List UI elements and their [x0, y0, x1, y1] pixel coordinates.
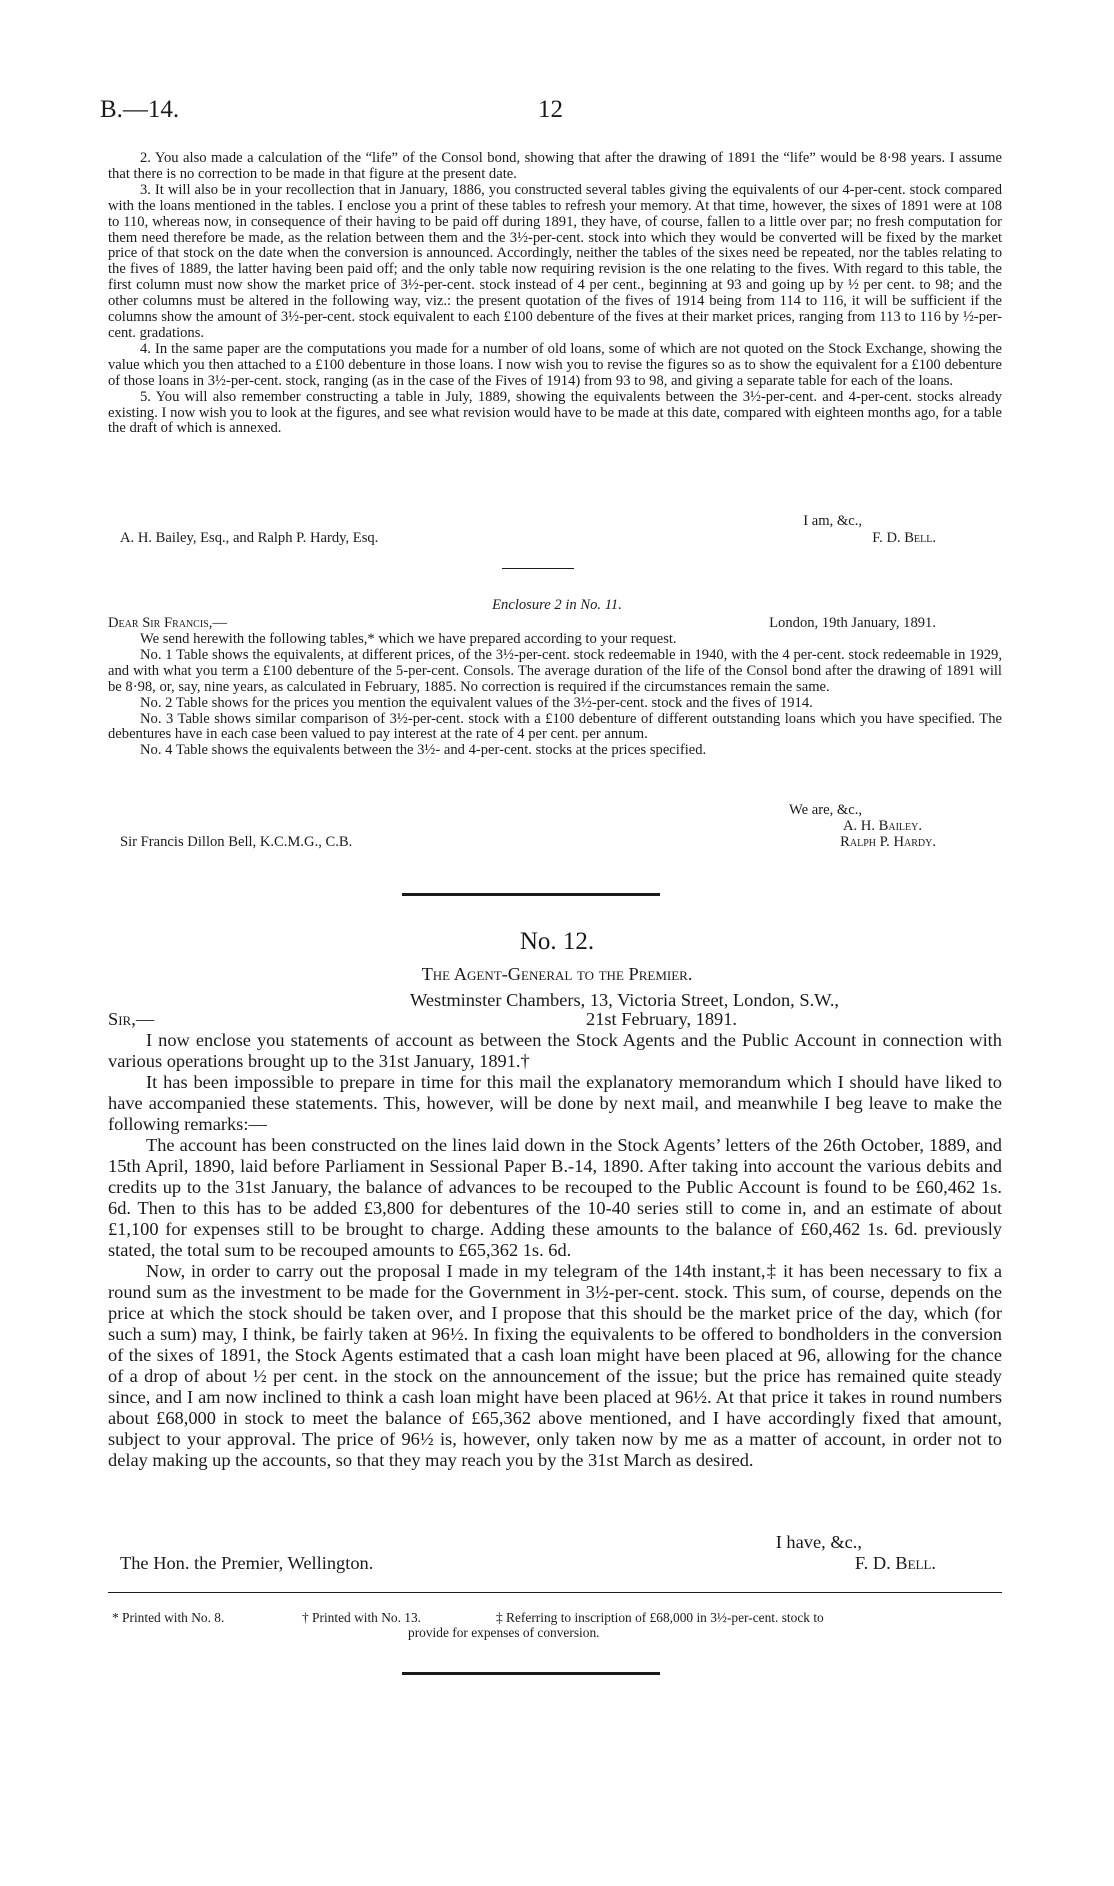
- enclosure-paragraph-4: No. 3 Table shows similar comparison of 3½-per-cent. stock with a £100 debenture of different outstanding loans which you have specified. The debentures have in each case been valued to pay interest at the rate of 4 per cent. per annum.: [108, 710, 1002, 743]
- page-number: 12: [538, 96, 563, 123]
- section-divider: [402, 893, 660, 896]
- enclosure-heading: Enclosure 2 in No. 11.: [492, 597, 622, 613]
- enclosure-paragraph-2: No. 1 Table shows the equivalents, at different prices, of the 3½-per-cent. stock redeemable in 1940, with the 4 per-cent. stock redeemable in 1929, and with what you term a £100 debenture of the 5-per-cent. Consols. The average duration of the life of the Consol bond after the drawing of 1891 will be 8·98, or, say, nine years, as calculated in February, 1885. No correction is required if the circumstances remain the same.: [108, 646, 1002, 695]
- date-row: [108, 1009, 1002, 1031]
- enclosure-salutation: Dear Sir Francis,—: [108, 615, 227, 631]
- document-reference: B.—14.: [100, 96, 180, 123]
- addressee: A. H. Bailey, Esq., and Ralph P. Hardy, Esq.: [120, 530, 379, 546]
- letter-paragraph-2: It has been impossible to prepare in time for this mail the explanatory memorandum which I should have liked to have accompanied these statements. This, however, will be done by next mail, and meanwhile I beg leave to make the following remarks:—: [108, 1072, 1002, 1134]
- letter-body: [108, 1030, 1002, 1471]
- letter-date: 21st February, 1891.: [586, 1009, 738, 1029]
- closing-text: I am, &c.,: [803, 513, 862, 529]
- letter-closing-row: [108, 1532, 1002, 1554]
- footnote-3: ‡ Referring to inscription of £68,000 in 3½-per-cent. stock to: [496, 1610, 824, 1625]
- enclosure-paragraph-3: No. 2 Table shows for the prices you mention the equivalent values of the 3½-per-cent. stock and the fives of 1914.: [140, 694, 813, 711]
- letter-paragraph-4: Now, in order to carry out the proposal I made in my telegram of the 14th instant,‡ it has been necessary to fix a round sum as the investment to be made for the Government in 3½-per-cent. stock. This sum, of course, depends on the price at which the stock should be taken over, and I propose that this should be the market price of the day, which (for such a sum) may, I think, be fairly taken at 96½. In fixing the equivalents to be offered to bondholders in the conversion of the sixes of 1891, the Stock Agents estimated that a cash loan might have been placed at 96, allowing for the chance of a drop of about ½ per cent. in the stock on the announcement of the issue; but the price has remained quite steady since, and I am now inclined to think a cash loan might have been placed at 96½. At that price it takes in round numbers about £68,000 in stock to meet the balance of £65,362 above mentioned, and I have accordingly fixed that amount, subject to your approval. The price of 96½ is, however, only taken now by me as a matter of account, in order not to delay making up the accounts, so that they may reach you by the 31st March as desired.: [108, 1261, 1002, 1470]
- short-divider: [502, 568, 574, 569]
- letter-signature-row: [108, 1553, 1002, 1575]
- enclosure-signer-2: Ralph P. Hardy.: [840, 834, 936, 850]
- enclosure-closing: We are, &c.,: [789, 802, 862, 818]
- enclosure-signer-1: A. H. Bailey.: [842, 818, 922, 834]
- enclosure-body: [108, 632, 1002, 759]
- letter-closing: I have, &c.,: [775, 1532, 862, 1552]
- signature: F. D. Bell.: [872, 530, 936, 546]
- footnote-1: * Printed with No. 8.: [112, 1610, 225, 1625]
- signature-line: [108, 530, 1002, 548]
- paragraph-3: 3. It will also be in your recollection that in January, 1886, you constructed several tables giving the equivalents of our 4-per-cent. stock compared with the loans mentioned in the tables. I enclose you a print of these tables to refresh your memory. At that time, however, the sixes of 1891 were at 108 to 110, whereas now, in consequence of their having to be paid off during 1891, they have, of course, fallen to a little over par; no fresh computation for them need therefore be made, as the relation between them and the 3½-per-cent. stock into which they would be converted will be fixed by the market price of that stock on the date when the conversion is announced. Accordingly, neither the tables of the sixes need be repeated, nor the tables relating to the fives of 1889, the latter having been paid off; and the only table now requiring revision is the one relating to the fives. With regard to this table, the first column must now show the market price of 3½-per-cent. stock instead of 4 per cent., beginning at 93 and going up by ½ per cent. to 98; and the other columns must be altered in the following way, viz.: the present quotation of the fives of 1914 being from 114 to 116, it will be sufficient if the columns show the amount of 3½-per-cent. stock equivalent to each £100 debenture of the fives at their market prices, ranging from 113 to 116 by ½-per-cent. gradations.: [108, 181, 1002, 341]
- letter-title: The Agent-General to the Premier.: [421, 964, 693, 984]
- footnote-3-continued: provide for expenses of conversion.: [408, 1625, 600, 1640]
- letter-addressee: The Hon. the Premier, Wellington.: [120, 1553, 374, 1573]
- footnote-2: † Printed with No. 13.: [302, 1610, 422, 1625]
- letter-salutation: Sir,—: [108, 1009, 155, 1029]
- letter-paragraph-3: The account has been constructed on the lines laid down in the Stock Agents’ letters of the 26th October, 1889, and 15th April, 1890, laid before Parliament in Sessional Paper B.-14, 1890. After taking into account the various debits and credits up to the 31st January, the balance of advances to be recouped to the Public Account is found to be £60,462 1s. 6d. Then to this has to be added £3,800 for debentures of the 10-40 series still to come in, and an estimate of about £1,100 for expenses still to be brought to charge. Adding these amounts to the balance of £60,462 1s. 6d. previously stated, the total sum to be recouped amounts to £65,362 1s. 6d.: [108, 1135, 1002, 1260]
- enclosure-addressee: Sir Francis Dillon Bell, K.C.M.G., C.B.: [120, 834, 353, 850]
- enclosure-paragraph-5: No. 4 Table shows the equivalents between the 3½- and 4-per-cent. stocks at the prices specified.: [140, 742, 707, 759]
- paragraph-2: 2. You also made a calculation of the “life” of the Consol bond, showing that after the drawing of 1891 the “life” would be 8·98 years. I assume that there is no correction to be made in that figure at the present date.: [108, 150, 1002, 182]
- paragraph-5: 5. You will also remember constructing a table in July, 1889, showing the equivalents between the 3½-per-cent. and 4-per-cent. stocks already existing. I now wish you to look at the figures, and see what revision would have to be made at this date, compared with eighteen months ago, for a table the draft of which is annexed.: [108, 388, 1002, 437]
- enclosure-signer2-row: [108, 834, 1002, 852]
- page-header: [100, 96, 1014, 132]
- enclosure-paragraph-1: We send herewith the following tables,* which we have prepared according to your request.: [140, 631, 677, 647]
- letter-signature: F. D. Bell.: [854, 1553, 936, 1573]
- letter-number: No. 12.: [519, 928, 595, 955]
- closing-line: [108, 513, 1002, 531]
- end-divider: [402, 1672, 660, 1675]
- enclosure-place-date: London, 19th January, 1891.: [769, 615, 936, 631]
- footnote-rule: [108, 1592, 1002, 1593]
- letter-paragraph-1: I now enclose you statements of account as between the Stock Agents and the Public Account in connection with various operations brought up to the 31st January, 1891.†: [108, 1030, 1002, 1071]
- paragraph-4: 4. In the same paper are the computations you made for a number of old loans, some of which are not quoted on the Stock Exchange, showing the value which you then attached to a £100 debenture in those loans. I now wish you to revise the figures so as to show the equivalent for a £100 debenture of those loans in 3½-per-cent. stock, ranging (as in the case of the Fives of 1914) from 93 to 98, and giving a separate table for each of the loans.: [108, 340, 1002, 389]
- letter-address: Westminster Chambers, 13, Victoria Street, London, S.W.,: [410, 990, 840, 1010]
- letter-continuation: [108, 151, 1002, 437]
